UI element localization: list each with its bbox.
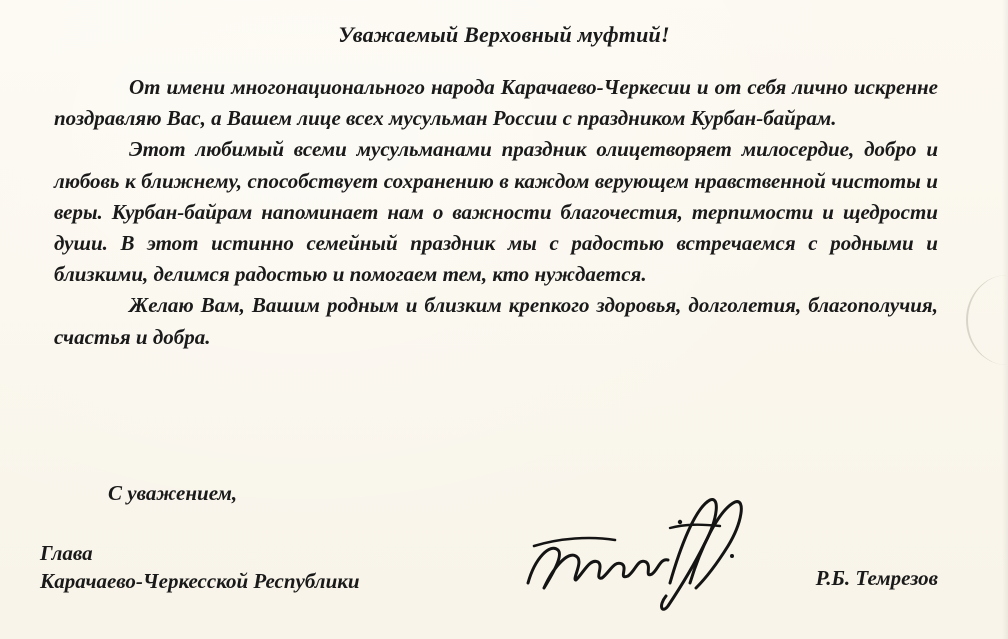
position-line-2: Карачаево-Черкесской Республики (40, 569, 360, 593)
letter-body (54, 72, 938, 353)
signer-position (40, 539, 360, 595)
body-paragraph-3: Желаю Вам, Вашим родным и близким крепкого здоровья, долголетия, благополучия, счастья и добра. (54, 293, 938, 349)
letter-salutation: Уважаемый Верховный муфтий! (338, 22, 670, 47)
body-paragraph-2: Этот любимый всеми мусульманами праздник олицетворяет милосердие, добро и любовь к ближнему, способствует сохранению в каждом верующем нравственной чистоты и веры. Курбан-байрам напоминает нам о важности благочестия, терпимости и щедрости души. В этот истинно семейный праздник мы с радостью встречаемся с родными и близкими, делимся радостью и помогаем тем, кто нуждается. (54, 137, 938, 287)
position-line-1: Глава (40, 541, 93, 565)
letter-closing: С уважением, (108, 481, 238, 505)
paper-fold-mark (966, 275, 1008, 365)
body-paragraph-1: От имени многонационального народа Карачаево-Черкесии и от себя лично искренне поздравляю Вас, а Вашем лице всех мусульман России с праздником Курбан-байрам. (54, 75, 938, 131)
signer-name: Р.Б. Темрезов (815, 566, 938, 590)
handwritten-signature (520, 488, 750, 618)
